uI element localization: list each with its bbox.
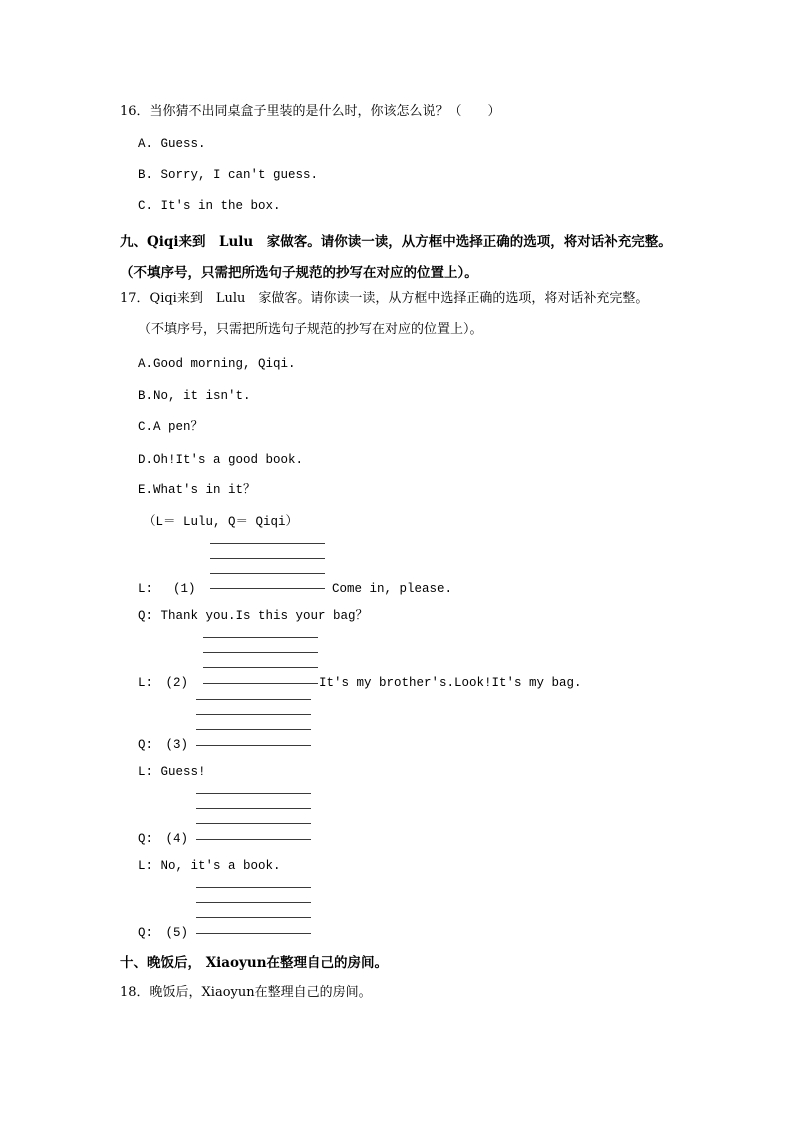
writing-line — [203, 652, 318, 653]
writing-line — [196, 887, 311, 888]
q16-option-c[interactable]: C. It's in the box. — [138, 199, 281, 213]
section10-heading: 十、晚饭后， Xiaoyun在整理自己的房间。 — [120, 955, 389, 971]
q16-stem: 16．当你猜不出同桌盒子里装的是什么时，你该怎么说？（ ） — [120, 104, 501, 119]
q17-option-a: A.Good morning, Qiqi. — [138, 357, 296, 371]
dialogue-l2-text: It's my brother's.Look!It's my bag. — [319, 676, 582, 690]
writing-line — [196, 823, 311, 824]
dialogue-q3-label: Q: (3) — [138, 738, 189, 752]
q17-option-d: D.Oh!It's a good book. — [138, 453, 304, 467]
q17-option-c: C.A pen？ — [138, 420, 204, 434]
section9-heading-line2: （不填序号，只需把所选句子规范的抄写在对应的位置上）。 — [120, 265, 478, 281]
writing-line — [210, 543, 325, 544]
dialogue-l3: L: Guess! — [138, 765, 206, 779]
section9-heading-line1: 九、Qiqi来到 Lulu 家做客。请你读一读，从方框中选择正确的选项，将对话补充完整。 — [120, 234, 672, 250]
writing-line — [203, 667, 318, 668]
q17-stem-line2: （不填序号，只需把所选句子规范的抄写在对应的位置上）。 — [138, 322, 483, 337]
writing-line — [210, 573, 325, 574]
dialogue-l2-label: L: (2) — [138, 676, 189, 690]
writing-line — [196, 902, 311, 903]
q17-speaker-key: （L＝ Lulu, Q＝ Qiqi） — [143, 515, 299, 529]
q16-option-a[interactable]: A. Guess. — [138, 137, 206, 151]
answer-blank-5[interactable] — [196, 933, 311, 934]
dialogue-q5-label: Q: (5) — [138, 926, 189, 940]
writing-line — [196, 793, 311, 794]
q18-stem: 18．晚饭后，Xiaoyun在整理自己的房间。 — [120, 985, 372, 1000]
writing-line — [196, 808, 311, 809]
dialogue-q1: Q: Thank you.Is this your bag？ — [138, 609, 369, 623]
writing-line — [196, 699, 311, 700]
q17-stem-line1: 17．Qiqi来到 Lulu 家做客。请你读一读，从方框中选择正确的选项，将对话补充完整。 — [120, 291, 649, 306]
writing-line — [196, 714, 311, 715]
q17-option-b: B.No, it isn't. — [138, 389, 251, 403]
writing-line — [203, 637, 318, 638]
q16-option-b[interactable]: B. Sorry, I can't guess. — [138, 168, 319, 182]
dialogue-l4: L: No, it's a book. — [138, 859, 281, 873]
writing-line — [210, 558, 325, 559]
dialogue-l1-text: Come in, please. — [332, 582, 453, 596]
answer-blank-1[interactable] — [210, 588, 325, 589]
q17-option-e: E.What's in it？ — [138, 483, 256, 497]
writing-line — [196, 917, 311, 918]
answer-blank-2[interactable] — [203, 683, 318, 684]
writing-line — [196, 729, 311, 730]
answer-blank-4[interactable] — [196, 839, 311, 840]
dialogue-l1-label: L: (1) — [138, 582, 196, 596]
answer-blank-3[interactable] — [196, 745, 311, 746]
dialogue-q4-label: Q: (4) — [138, 832, 189, 846]
